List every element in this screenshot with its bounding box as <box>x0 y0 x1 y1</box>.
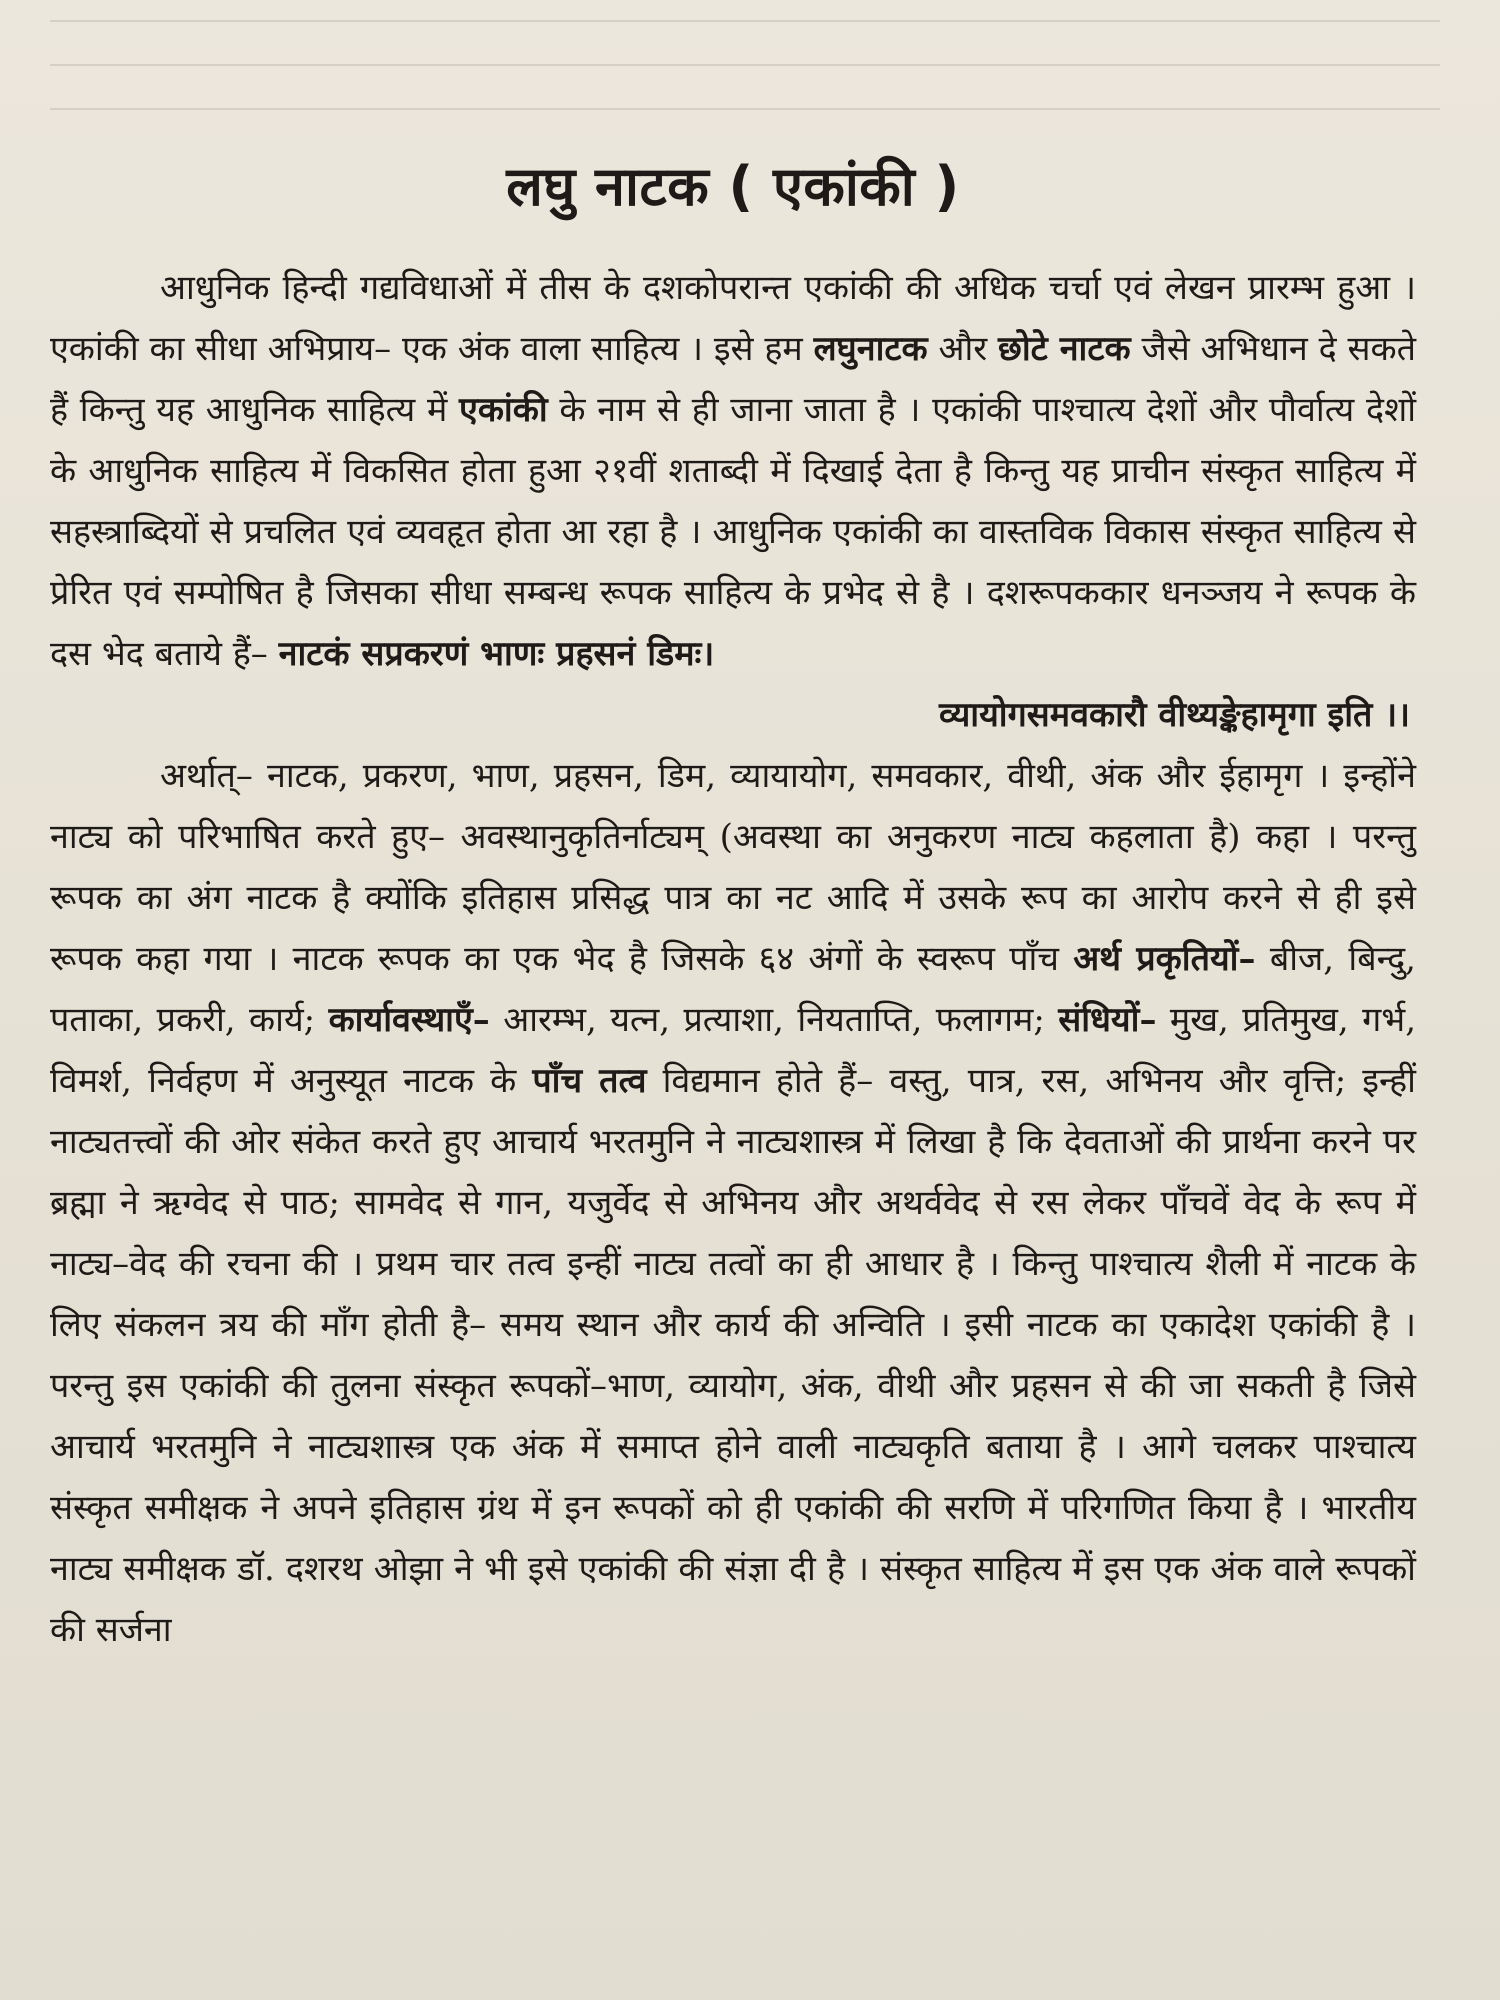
p2-text-3: आरम्भ, यत्न, प्रत्याशा, नियताप्ति, फलागम; <box>489 1000 1059 1040</box>
p2-text-4: मुख, प्रतिमुख, गर्भ, विमर्श, निर्वहण में अनुस्यूत नाटक के <box>50 1000 1417 1101</box>
p1-text-3: जैसे अभिधान दे सकते हैं किन्तु यह आधुनिक साहित्य में <box>50 329 1416 430</box>
sanskrit-verse-line: व्यायोगसमवकारौ वीथ्यङ्केहामृगा इति ।। <box>938 695 1410 735</box>
p2-text-1: अर्थात्– नाटक, प्रकरण, भाण, प्रहसन, डिम, व्यायायोग, समवकार, वीथी, अंक और ईहामृग । इन्होंने नाट्य को परिभाषित करते हुए– अवस्थानुकृतिर्नाट्यम् (अवस्था का अनुकरण नाट्य कहलाता है) कहा । परन्तु रूपक का अंग नाटक है क्योंकि इतिहास प्रसिद्ध पात्र का नट आदि में उसके रूप का आरोप करने से ही इसे रूपक कहा गया । नाटक रूपक का एक भेद है जिसके ६४ अंगों के स्वरूप पाँच <box>50 756 1416 979</box>
show-through-text <box>50 20 1440 130</box>
p2-bold-panch-tatva: पाँच तत्व <box>532 1061 647 1101</box>
p1-bold-chhote-natak: छोटे नाटक <box>998 329 1131 369</box>
p1-bold-laghunatak: लघुनाटक <box>813 329 928 369</box>
p2-bold-karyavasthayen: कार्यावस्थाएँ– <box>328 1000 490 1040</box>
p1-text-2: और <box>927 329 999 369</box>
p2-text-2: बीज, बिन्दु, पताका, प्रकरी, कार्य; <box>50 939 1416 1040</box>
p2-text-5: विद्यमान होते हैं– वस्तु, पात्र, रस, अभिनय और वृत्ति; इन्हीं नाट्यतत्त्वों की ओर संकेत करते हुए आचार्य भरतमुनि ने नाट्यशास्त्र में लिखा है कि देवताओं की प्रार्थना करने पर ब्रह्मा ने ऋग्वेद से पाठ; सामवेद से गान, यजुर्वेद से अभिनय और अथर्ववेद से रस लेकर पाँचवें वेद के रूप में नाट्य–वेद की रचना की । प्रथम चार तत्व इन्हीं नाट्य तत्वों का ही आधार है । किन्तु पाश्चात्य शैली में नाटक के लिए संकलन त्रय की माँग होती है– समय स्थान और कार्य की अन्विति । इसी नाटक का एकादेश एकांकी है । परन्तु इस एकांकी की तुलना संस्कृत रूपकों–भाण, व्यायोग, अंक, वीथी और प्रहसन से की जा सकती है जिसे आचार्य भरतमुनि ने नाट्यशास्त्र एक अंक में समाप्त होने वाली नाट्यकृति बताया है । आगे चलकर पाश्चात्य संस्कृत समीक्षक ने अपने इतिहास ग्रंथ में इन रूपकों को ही एकांकी की सरणि में परिगणित किया है । भारतीय नाट्य समीक्षक डॉ. दशरथ ओझा ने भी इसे एकांकी की संज्ञा दी है । संस्कृत साहित्य में इस एक अंक वाले रूपकों की सर्जना <box>50 1061 1416 1650</box>
body-text <box>50 258 1416 1661</box>
page-title: लघु नाटक ( एकांकी ) <box>506 155 960 218</box>
p2-bold-arth-prakritiyan: अर्थ प्रकृतियों– <box>1073 939 1256 979</box>
paragraph-2 <box>50 746 1416 1661</box>
p1-bold-sanskrit-quote: नाटकं सप्रकरणं भाणः प्रहसनं डिमः। <box>278 634 715 674</box>
p1-text-4: के नाम से ही जाना जाता है । एकांकी पाश्चात्य देशों और पौर्वात्य देशों के आधुनिक साहित्य में विकसित होता हुआ २१वीं शताब्दी में दिखाई देता है किन्तु यह प्राचीन संस्कृत साहित्य में सहस्त्राब्दियों से प्रचलित एवं व्यवहृत होता आ रहा है । आधुनिक एकांकी का वास्तविक विकास संस्कृत साहित्य से प्रेरित एवं सम्पोषित है जिसका सीधा सम्बन्ध रूपक साहित्य के प्रभेद से है । दशरूपककार धनञ्जय ने रूपक के दस भेद बताये हैं– <box>50 390 1416 674</box>
p2-bold-sandhiyon: संधियों– <box>1058 1000 1157 1040</box>
p1-bold-ekanki: एकांकी <box>459 390 548 430</box>
p1-text-1: आधुनिक हिन्दी गद्यविधाओं में तीस के दशकोपरान्त एकांकी की अधिक चर्चा एवं लेखन प्रारम्भ हुआ । एकांकी का सीधा अभिप्राय– एक अंक वाला साहित्य । इसे हम <box>50 268 1416 369</box>
paragraph-1 <box>50 258 1416 685</box>
